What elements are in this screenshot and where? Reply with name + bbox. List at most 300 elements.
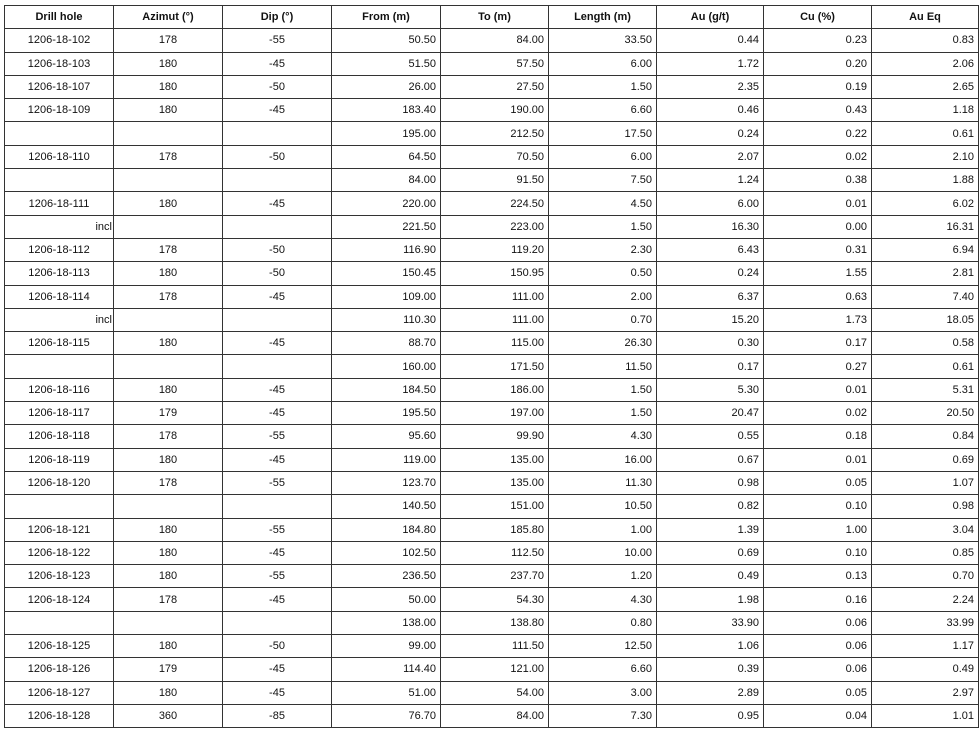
drill-hole-header: Drill hole [5,6,114,29]
cu-cell: 0.02 [764,402,872,425]
au-eq-cell: 2.06 [872,52,979,75]
cu-cell: 0.19 [764,75,872,98]
au-cell: 2.89 [657,681,764,704]
table-row [5,192,979,215]
length-cell: 7.50 [549,169,657,192]
to-cell: 135.00 [441,471,549,494]
dip-cell: -55 [223,471,332,494]
to-cell: 150.95 [441,262,549,285]
length-cell: 4.50 [549,192,657,215]
to-cell: 224.50 [441,192,549,215]
drill-hole-cell: 1206-18-127 [5,681,114,704]
length-cell: 10.00 [549,541,657,564]
to-cell: 111.00 [441,308,549,331]
azimut-cell: 180 [114,448,223,471]
cu-cell: 1.55 [764,262,872,285]
azimut-cell: 180 [114,99,223,122]
dip-cell: -85 [223,704,332,727]
from-cell: 116.90 [332,238,441,261]
azimut-cell: 178 [114,471,223,494]
au-eq-cell: 0.70 [872,565,979,588]
azimut-cell [114,308,223,331]
au-cell: 0.44 [657,29,764,52]
table-row [5,565,979,588]
dip-cell: -45 [223,448,332,471]
dip-cell [223,495,332,518]
au-eq-cell: 0.61 [872,122,979,145]
from-cell: 51.50 [332,52,441,75]
cu-cell: 0.06 [764,635,872,658]
azimut-cell: 180 [114,541,223,564]
length-cell: 2.00 [549,285,657,308]
from-cell: 102.50 [332,541,441,564]
au-eq-cell: 5.31 [872,378,979,401]
au-eq-header: Au Eq [872,6,979,29]
table-row [5,75,979,98]
cu-cell: 0.27 [764,355,872,378]
au-cell: 0.30 [657,332,764,355]
drill-hole-cell: 1206-18-116 [5,378,114,401]
length-cell: 0.70 [549,308,657,331]
au-eq-cell: 7.40 [872,285,979,308]
cu-cell: 0.16 [764,588,872,611]
au-eq-cell: 2.81 [872,262,979,285]
length-cell: 16.00 [549,448,657,471]
table-row [5,308,979,331]
from-cell: 123.70 [332,471,441,494]
from-cell: 184.50 [332,378,441,401]
table-row [5,262,979,285]
au-eq-cell: 6.94 [872,238,979,261]
azimut-cell: 178 [114,588,223,611]
cu-cell: 0.31 [764,238,872,261]
dip-cell: -50 [223,145,332,168]
cu-cell: 0.02 [764,145,872,168]
au-eq-cell: 1.88 [872,169,979,192]
au-eq-cell: 0.84 [872,425,979,448]
table-row [5,145,979,168]
from-cell: 150.45 [332,262,441,285]
length-cell: 2.30 [549,238,657,261]
from-cell: 76.70 [332,704,441,727]
length-header: Length (m) [549,6,657,29]
to-cell: 119.20 [441,238,549,261]
cu-cell: 0.10 [764,541,872,564]
au-eq-cell: 0.69 [872,448,979,471]
azimut-header: Azimut (°) [114,6,223,29]
au-cell: 15.20 [657,308,764,331]
cu-cell: 0.63 [764,285,872,308]
table-row [5,332,979,355]
from-cell: 26.00 [332,75,441,98]
au-cell: 1.24 [657,169,764,192]
from-cell: 99.00 [332,635,441,658]
table-row [5,611,979,634]
table-row [5,99,979,122]
from-cell: 84.00 [332,169,441,192]
dip-cell: -45 [223,99,332,122]
drill-results-table [4,5,979,728]
cu-cell: 0.00 [764,215,872,238]
drill-hole-cell: 1206-18-123 [5,565,114,588]
au-cell: 1.39 [657,518,764,541]
au-eq-cell: 6.02 [872,192,979,215]
cu-cell: 0.18 [764,425,872,448]
drill-hole-cell: 1206-18-120 [5,471,114,494]
azimut-cell: 180 [114,52,223,75]
dip-cell: -45 [223,681,332,704]
table-row [5,402,979,425]
drill-hole-cell [5,122,114,145]
au-cell: 1.06 [657,635,764,658]
length-cell: 33.50 [549,29,657,52]
length-cell: 12.50 [549,635,657,658]
cu-cell: 0.05 [764,471,872,494]
au-cell: 0.24 [657,122,764,145]
azimut-cell [114,122,223,145]
table-row [5,681,979,704]
dip-cell: -55 [223,565,332,588]
dip-cell [223,169,332,192]
length-cell: 6.60 [549,99,657,122]
au-cell: 2.35 [657,75,764,98]
length-cell: 6.00 [549,52,657,75]
dip-header: Dip (°) [223,6,332,29]
cu-cell: 0.01 [764,192,872,215]
au-eq-cell: 2.65 [872,75,979,98]
au-cell: 0.55 [657,425,764,448]
drill-hole-cell: 1206-18-112 [5,238,114,261]
to-cell: 54.00 [441,681,549,704]
cu-cell: 1.73 [764,308,872,331]
au-eq-cell: 0.58 [872,332,979,355]
cu-cell: 0.01 [764,378,872,401]
drill-hole-cell: 1206-18-125 [5,635,114,658]
drill-hole-cell: 1206-18-103 [5,52,114,75]
au-eq-cell: 3.04 [872,518,979,541]
au-cell: 0.82 [657,495,764,518]
length-cell: 6.00 [549,145,657,168]
to-cell: 84.00 [441,29,549,52]
drill-hole-cell: incl [5,308,114,331]
azimut-cell: 180 [114,681,223,704]
au-eq-cell: 2.10 [872,145,979,168]
from-cell: 64.50 [332,145,441,168]
length-cell: 11.30 [549,471,657,494]
au-cell: 0.69 [657,541,764,564]
au-eq-cell: 0.49 [872,658,979,681]
to-cell: 237.70 [441,565,549,588]
drill-results-table-container [4,5,979,728]
to-cell: 171.50 [441,355,549,378]
table-row [5,355,979,378]
from-cell: 184.80 [332,518,441,541]
au-cell: 16.30 [657,215,764,238]
azimut-cell [114,355,223,378]
cu-cell: 0.06 [764,611,872,634]
azimut-cell: 178 [114,29,223,52]
from-cell: 160.00 [332,355,441,378]
to-cell: 212.50 [441,122,549,145]
dip-cell: -45 [223,658,332,681]
azimut-cell: 179 [114,658,223,681]
cu-cell: 0.13 [764,565,872,588]
length-cell: 1.00 [549,518,657,541]
au-cell: 6.37 [657,285,764,308]
length-cell: 17.50 [549,122,657,145]
drill-hole-cell [5,495,114,518]
to-cell: 112.50 [441,541,549,564]
azimut-cell: 180 [114,332,223,355]
drill-hole-cell [5,611,114,634]
dip-cell [223,215,332,238]
dip-cell [223,122,332,145]
drill-hole-cell: 1206-18-111 [5,192,114,215]
au-eq-cell: 2.24 [872,588,979,611]
drill-hole-cell: 1206-18-102 [5,29,114,52]
table-row [5,635,979,658]
table-row [5,448,979,471]
drill-hole-cell: 1206-18-119 [5,448,114,471]
table-row [5,169,979,192]
azimut-cell: 178 [114,425,223,448]
drill-hole-cell: 1206-18-114 [5,285,114,308]
azimut-cell: 178 [114,145,223,168]
cu-cell: 0.04 [764,704,872,727]
table-header-row [5,6,979,29]
from-cell: 221.50 [332,215,441,238]
cu-header: Cu (%) [764,6,872,29]
from-cell: 138.00 [332,611,441,634]
to-cell: 27.50 [441,75,549,98]
au-cell: 6.43 [657,238,764,261]
dip-cell: -45 [223,52,332,75]
drill-hole-cell: 1206-18-110 [5,145,114,168]
to-cell: 70.50 [441,145,549,168]
azimut-cell: 180 [114,378,223,401]
azimut-cell: 180 [114,565,223,588]
au-cell: 33.90 [657,611,764,634]
au-cell: 2.07 [657,145,764,168]
from-cell: 236.50 [332,565,441,588]
length-cell: 3.00 [549,681,657,704]
from-cell: 95.60 [332,425,441,448]
azimut-cell: 180 [114,635,223,658]
from-cell: 195.50 [332,402,441,425]
to-cell: 111.50 [441,635,549,658]
au-eq-cell: 18.05 [872,308,979,331]
table-row [5,541,979,564]
cu-cell: 0.01 [764,448,872,471]
length-cell: 1.50 [549,402,657,425]
au-eq-cell: 1.18 [872,99,979,122]
length-cell: 1.20 [549,565,657,588]
cu-cell: 1.00 [764,518,872,541]
from-cell: 119.00 [332,448,441,471]
table-row [5,122,979,145]
dip-cell: -55 [223,29,332,52]
dip-cell: -50 [223,238,332,261]
cu-cell: 0.05 [764,681,872,704]
to-cell: 121.00 [441,658,549,681]
dip-cell: -50 [223,75,332,98]
dip-cell: -45 [223,192,332,215]
drill-hole-cell: 1206-18-109 [5,99,114,122]
cu-cell: 0.43 [764,99,872,122]
au-eq-cell: 0.61 [872,355,979,378]
drill-hole-cell: 1206-18-121 [5,518,114,541]
from-cell: 220.00 [332,192,441,215]
to-cell: 190.00 [441,99,549,122]
length-cell: 4.30 [549,425,657,448]
cu-cell: 0.23 [764,29,872,52]
to-cell: 138.80 [441,611,549,634]
dip-cell [223,355,332,378]
drill-hole-cell [5,355,114,378]
length-cell: 6.60 [549,658,657,681]
table-row [5,29,979,52]
au-eq-cell: 0.98 [872,495,979,518]
dip-cell: -50 [223,635,332,658]
cu-cell: 0.22 [764,122,872,145]
length-cell: 26.30 [549,332,657,355]
table-row [5,658,979,681]
drill-hole-cell: 1206-18-118 [5,425,114,448]
table-row [5,518,979,541]
dip-cell: -45 [223,541,332,564]
dip-cell: -55 [223,425,332,448]
to-cell: 197.00 [441,402,549,425]
length-cell: 1.50 [549,75,657,98]
from-cell: 114.40 [332,658,441,681]
dip-cell: -45 [223,378,332,401]
to-cell: 111.00 [441,285,549,308]
drill-hole-cell: 1206-18-107 [5,75,114,98]
drill-hole-cell: 1206-18-124 [5,588,114,611]
au-cell: 1.72 [657,52,764,75]
to-cell: 151.00 [441,495,549,518]
au-cell: 6.00 [657,192,764,215]
drill-hole-cell: 1206-18-128 [5,704,114,727]
au-cell: 0.17 [657,355,764,378]
au-eq-cell: 0.85 [872,541,979,564]
from-cell: 50.50 [332,29,441,52]
to-header: To (m) [441,6,549,29]
table-body [5,29,979,728]
dip-cell [223,611,332,634]
au-header: Au (g/t) [657,6,764,29]
azimut-cell: 178 [114,285,223,308]
dip-cell: -45 [223,332,332,355]
from-header: From (m) [332,6,441,29]
to-cell: 186.00 [441,378,549,401]
azimut-cell [114,169,223,192]
azimut-cell [114,495,223,518]
drill-hole-cell: incl [5,215,114,238]
au-cell: 0.49 [657,565,764,588]
from-cell: 195.00 [332,122,441,145]
table-row [5,471,979,494]
table-row [5,378,979,401]
drill-hole-cell: 1206-18-115 [5,332,114,355]
table-row [5,215,979,238]
table-row [5,238,979,261]
table-row [5,425,979,448]
drill-hole-cell: 1206-18-126 [5,658,114,681]
drill-hole-cell: 1206-18-113 [5,262,114,285]
azimut-cell: 179 [114,402,223,425]
cu-cell: 0.17 [764,332,872,355]
au-cell: 1.98 [657,588,764,611]
from-cell: 88.70 [332,332,441,355]
au-cell: 5.30 [657,378,764,401]
azimut-cell: 180 [114,262,223,285]
from-cell: 140.50 [332,495,441,518]
au-cell: 0.24 [657,262,764,285]
table-row [5,588,979,611]
dip-cell: -45 [223,588,332,611]
length-cell: 1.50 [549,378,657,401]
azimut-cell: 360 [114,704,223,727]
length-cell: 0.80 [549,611,657,634]
from-cell: 109.00 [332,285,441,308]
from-cell: 51.00 [332,681,441,704]
dip-cell: -45 [223,402,332,425]
length-cell: 11.50 [549,355,657,378]
au-eq-cell: 0.83 [872,29,979,52]
cu-cell: 0.20 [764,52,872,75]
length-cell: 1.50 [549,215,657,238]
au-eq-cell: 1.01 [872,704,979,727]
table-row [5,495,979,518]
length-cell: 4.30 [549,588,657,611]
au-eq-cell: 2.97 [872,681,979,704]
to-cell: 115.00 [441,332,549,355]
cu-cell: 0.38 [764,169,872,192]
cu-cell: 0.06 [764,658,872,681]
azimut-cell: 180 [114,192,223,215]
length-cell: 10.50 [549,495,657,518]
azimut-cell: 180 [114,518,223,541]
table-row [5,704,979,727]
au-cell: 0.46 [657,99,764,122]
to-cell: 223.00 [441,215,549,238]
to-cell: 91.50 [441,169,549,192]
au-eq-cell: 1.17 [872,635,979,658]
azimut-cell: 180 [114,75,223,98]
au-cell: 0.67 [657,448,764,471]
to-cell: 185.80 [441,518,549,541]
drill-hole-cell: 1206-18-122 [5,541,114,564]
drill-hole-cell: 1206-18-117 [5,402,114,425]
au-cell: 0.39 [657,658,764,681]
au-cell: 20.47 [657,402,764,425]
to-cell: 57.50 [441,52,549,75]
dip-cell: -50 [223,262,332,285]
au-eq-cell: 1.07 [872,471,979,494]
dip-cell: -45 [223,285,332,308]
dip-cell: -55 [223,518,332,541]
azimut-cell [114,611,223,634]
drill-hole-cell [5,169,114,192]
length-cell: 0.50 [549,262,657,285]
from-cell: 110.30 [332,308,441,331]
to-cell: 99.90 [441,425,549,448]
to-cell: 84.00 [441,704,549,727]
au-cell: 0.95 [657,704,764,727]
to-cell: 135.00 [441,448,549,471]
au-cell: 0.98 [657,471,764,494]
